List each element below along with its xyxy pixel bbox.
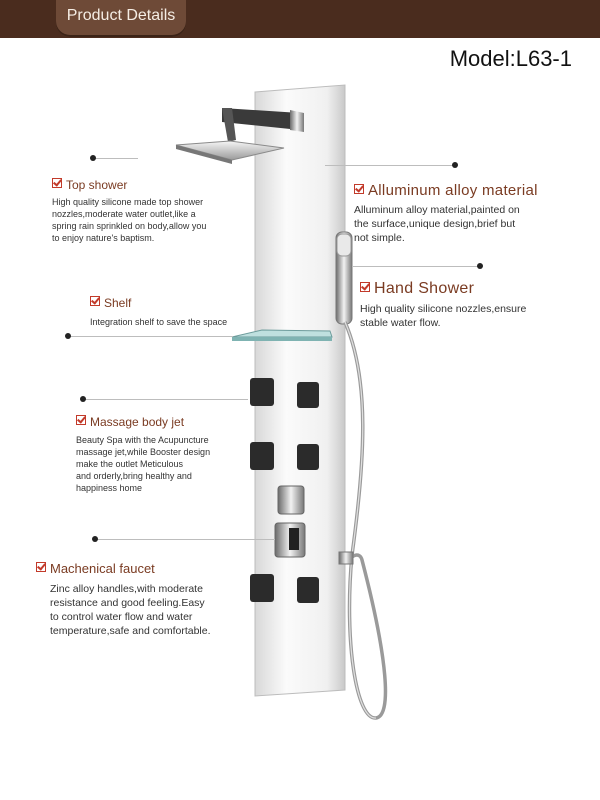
feature-title: Shelf xyxy=(104,296,132,310)
feature-top-shower xyxy=(52,176,252,244)
feature-title: Top shower xyxy=(66,178,128,192)
check-icon xyxy=(90,296,100,306)
desc-line: happiness home xyxy=(76,483,143,493)
feature-faucet xyxy=(36,560,251,638)
desc-line: High quality silicone made top shower xyxy=(52,197,204,207)
leader-aluminum xyxy=(325,165,455,166)
check-icon xyxy=(354,184,364,194)
desc-line: temperature,safe and comfortable. xyxy=(50,625,211,637)
desc-line: massage jet,while Booster design xyxy=(76,447,211,457)
feature-title: Hand Shower xyxy=(374,280,475,297)
feature-description xyxy=(36,582,251,638)
desc-line: High quality silicone nozzles,ensure xyxy=(360,303,527,315)
desc-line: Integration shelf to save the space xyxy=(90,317,228,327)
leader-faucet xyxy=(95,539,275,540)
check-icon xyxy=(52,178,62,188)
desc-line: make the outlet Meticulous xyxy=(76,459,184,469)
hose xyxy=(339,322,385,718)
desc-line: nozzles,moderate water outlet,like a xyxy=(52,209,196,219)
leader-shelf xyxy=(68,336,233,337)
feature-title: Machenical faucet xyxy=(50,561,155,576)
dot-hand-shower xyxy=(477,263,483,269)
leader-massage xyxy=(83,399,248,400)
desc-line: to control water flow and water xyxy=(50,611,193,623)
desc-line: and orderly,bring healthy and xyxy=(76,471,192,481)
desc-line: Zinc alloy handles,with moderate xyxy=(50,583,203,595)
feature-description xyxy=(354,203,584,245)
desc-line: resistance and good feeling.Easy xyxy=(50,597,205,609)
desc-line: stable water flow. xyxy=(360,317,441,329)
tab-label: Product Details xyxy=(66,7,176,24)
dot-massage xyxy=(80,396,86,402)
leader-hand-shower xyxy=(352,266,480,267)
desc-line: the surface,unique design,brief but xyxy=(354,218,516,230)
dot-shelf xyxy=(65,333,71,339)
desc-line: spring rain sprinkled on body,allow you xyxy=(52,221,207,231)
desc-line: to enjoy nature's baptism. xyxy=(52,233,155,243)
desc-line: not simple. xyxy=(354,232,405,244)
hand-shower-handle xyxy=(336,232,352,324)
feature-description xyxy=(76,434,246,494)
check-icon xyxy=(76,415,86,425)
feature-hand-shower xyxy=(360,280,590,330)
dot-aluminum xyxy=(452,162,458,168)
feature-massage-jet xyxy=(76,413,246,494)
glass-shelf xyxy=(232,330,332,341)
feature-description xyxy=(360,302,590,330)
model-label: Model:L63-1 xyxy=(449,46,572,71)
feature-shelf xyxy=(90,294,260,328)
check-icon xyxy=(36,562,46,572)
feature-title: Massage body jet xyxy=(90,415,185,429)
leader-top-shower xyxy=(93,158,138,159)
dot-top-shower xyxy=(90,155,96,161)
feature-aluminum xyxy=(354,182,584,245)
dot-faucet xyxy=(92,536,98,542)
desc-line: Beauty Spa with the Acupuncture xyxy=(76,435,209,445)
feature-title: Alluminum alloy material xyxy=(368,182,538,199)
check-icon xyxy=(360,282,370,292)
feature-description xyxy=(90,316,260,328)
feature-description xyxy=(52,196,252,244)
desc-line: Alluminum alloy material,painted on xyxy=(354,204,520,216)
